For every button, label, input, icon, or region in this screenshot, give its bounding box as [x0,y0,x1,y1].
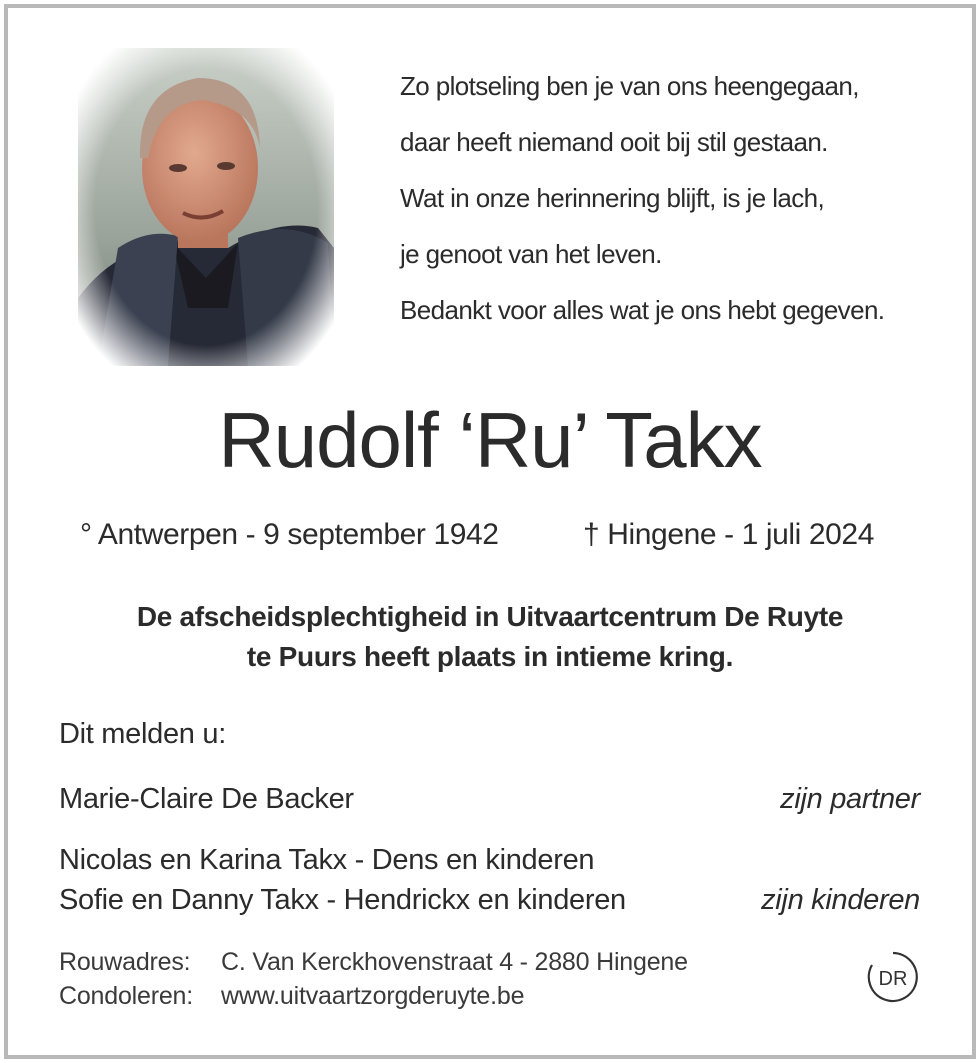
partner-relation: zijn partner [780,783,920,815]
ceremony-line-1: De afscheidsplechtigheid in Uitvaartcentrum De Ruyte [136,601,844,632]
children-relation: zijn kinderen [761,884,920,916]
announce-label: Dit melden u: [59,718,226,750]
child-family-1: Nicolas en Karina Takx - Dens en kinderen [59,844,595,876]
address-value: C. Van Kerckhovenstraat 4 - 2880 Hingene [221,948,688,976]
poem-line: Bedankt voor alles wat je ons hebt gegeven. [400,295,885,325]
condolence-label: Condoleren: [59,982,194,1010]
website-link[interactable]: www.uitvaartzorgderuyte.be [221,982,525,1010]
ceremony-line-2: te Puurs heeft plaats in intieme kring. [246,641,734,672]
deceased-name: Rudolf ‘Ru’ Takx [218,396,762,484]
poem [400,58,940,338]
partner-name: Marie-Claire De Backer [59,783,354,815]
logo-text: DR [878,968,908,990]
poem-line: daar heeft niemand ooit bij stil gestaan. [400,127,828,157]
death-date: † Hingene - 1 juli 2024 [583,518,875,551]
poem-line: Wat in onze herinnering blijft, is je lach, [400,183,825,213]
ceremony-notice [0,597,980,677]
poem-line: Zo plotseling ben je van ons heengegaan, [400,71,859,101]
address-label: Rouwadres: [59,948,191,976]
birth-date: ° Antwerpen - 9 september 1942 [80,518,499,551]
portrait-photo [78,48,334,366]
child-family-2: Sofie en Danny Takx - Hendrickx en kinderen [59,884,626,916]
poem-line: je genoot van het leven. [400,239,662,269]
funeral-home-logo [866,950,920,1004]
